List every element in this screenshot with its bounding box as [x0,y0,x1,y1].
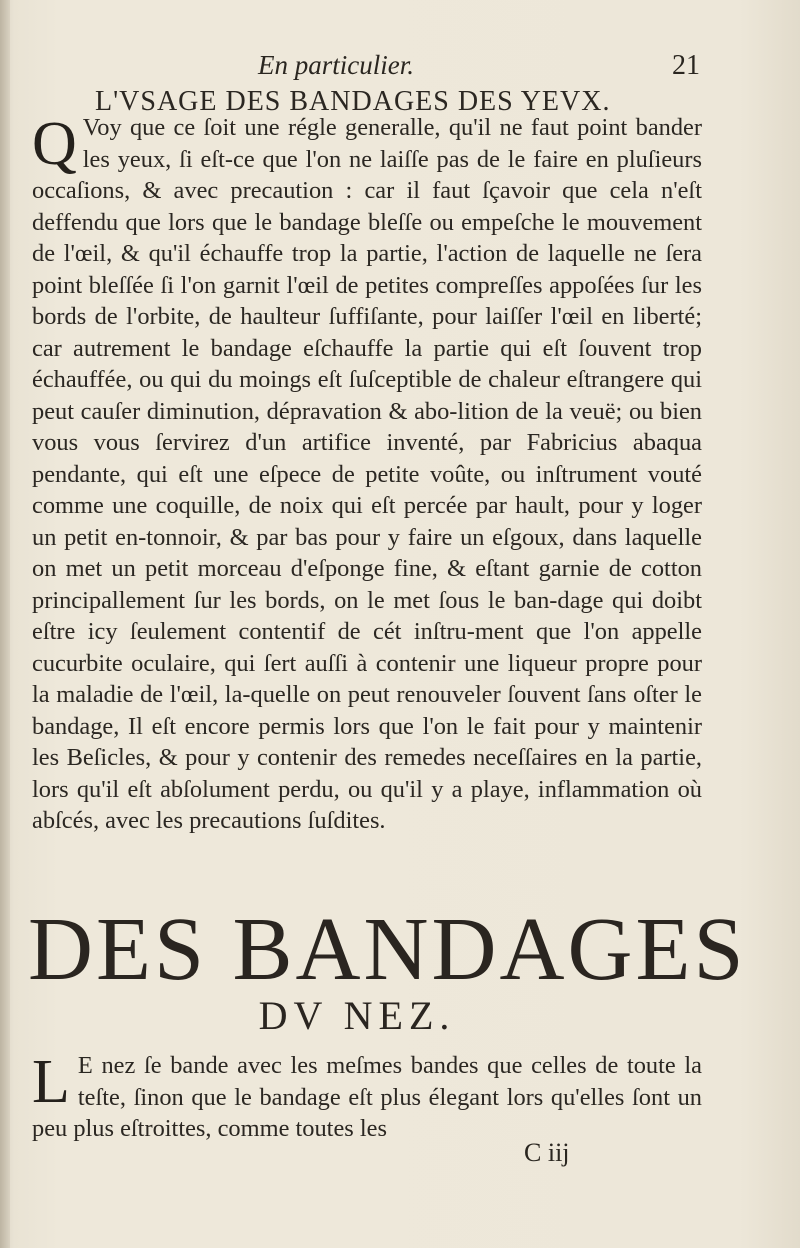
chapter-paragraph-text: E nez ſe bande avec les meſmes bandes que celles de toute la teſte, ſinon que le bandage eſt plus élegant lors qu'elles ſont un peu plus eſtroittes, comme toutes les [32,1052,702,1142]
page-number: 21 [672,50,700,81]
drop-cap-initial: Q [32,110,77,178]
page-gutter [0,0,10,1248]
chapter-title: DES BANDAGES [28,900,747,999]
running-head [0,50,800,86]
drop-cap-initial: L [32,1048,70,1116]
running-title: En particulier. [258,50,414,80]
chapter-subtitle: DV NEZ. [258,993,456,1038]
signature-mark: C iij [524,1138,570,1167]
chapter-paragraph [32,1050,702,1145]
section-paragraph [32,112,702,837]
section-paragraph-text: Voy que ce ſoit une régle generalle, qu'il ne faut point bander les yeux, ſi eſt-ce que l'on ne laiſſe pas de le faire en pluſieurs occaſions, & avec precaution : car il faut ſçavoir que cela n'eſt deffendu que lors que le bandage bleſſe ou empeſche le mouvement de l'œil, & qu'il échauffe trop la partie, l'action de laquelle ne ſera point bleſſée ſi l'on garnit l'œil de petites compreſſes appoſées ſur les bords de l'orbite, de haulteur ſuffiſante, pour laiſſer l'œil en liberté; car autrement le bandage eſchauffe la partie qui eſt ſouvent trop échauffée, ou qui du moings eſt ſuſceptible de chaleur eſtrangere qui peut cauſer diminution, dépravation & abo-lition de la veuë; ou bien vous vous ſervirez d'un artifice inventé, par Fabricius abaqua pendante, qui eſt une eſpece de petite voûte, ou inſtrument vouté comme une coquille, de noix qui eſt percée par hault, pour y loger un petit en-tonnoir, & par bas pour y faire un eſgoux, dans laquelle on met un petit morceau d'eſponge fine, & eſtant garnie de cotton principallement ſur les bords, on le met ſous le ban-dage qui doibt eſtre icy ſeulement contentif de cét inſtru-ment que l'on appelle cucurbite oculaire, qui ſert auſſi à contenir une liqueur propre pour la maladie de l'œil, la-quelle on peut renouveler ſouvent ſans oſter le bandage, Il eſt encore permis lors que l'on le fait pour y maintenir les Beſicles, & pour y contenir des remedes neceſſaires en la partie, lors qu'il eſt abſolument perdu, ou qu'il y a playe, inflammation où abſcés, avec les precautions ſuſdites. [32,114,702,834]
section-title: L'VSAGE DES BANDAGES DES YEVX. [95,86,611,117]
